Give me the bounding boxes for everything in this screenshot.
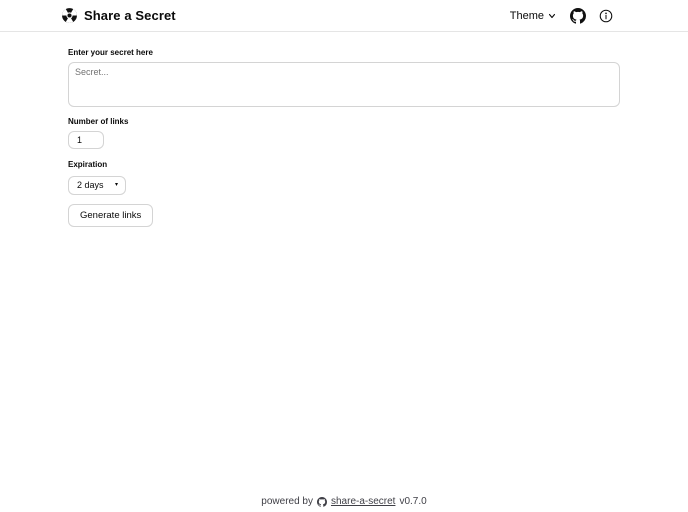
expiration-select-wrap: [68, 175, 126, 194]
number-of-links-input[interactable]: [68, 131, 104, 149]
app-logo-icon: [61, 7, 78, 24]
github-icon: [570, 8, 586, 24]
theme-dropdown-label: Theme: [509, 9, 544, 22]
select-arrow-icon: ▾: [114, 181, 118, 188]
github-icon: [317, 497, 327, 507]
header: [0, 0, 688, 32]
powered-by-text: powered by: [261, 496, 313, 507]
generate-links-button[interactable]: Generate links: [68, 204, 153, 227]
share-a-secret-repo-link[interactable]: share-a-secret: [330, 496, 396, 507]
secret-form: [68, 32, 620, 227]
secret-label: Enter your secret here: [68, 48, 153, 57]
theme-dropdown-button[interactable]: [510, 10, 557, 22]
header-actions: [510, 8, 613, 24]
number-of-links-label: Number of links: [68, 117, 129, 126]
page-title: Share a Secret: [84, 8, 176, 23]
info-button[interactable]: [599, 9, 613, 23]
secret-input[interactable]: [68, 62, 620, 107]
github-link-button[interactable]: [570, 8, 586, 24]
info-icon: [599, 9, 613, 23]
footer: [0, 496, 688, 507]
expiration-label: Expiration: [68, 160, 108, 169]
version-text: v0.7.0: [399, 496, 427, 507]
expiration-select[interactable]: [68, 176, 126, 195]
chevron-down-icon: [547, 11, 557, 21]
brand: [61, 7, 176, 24]
